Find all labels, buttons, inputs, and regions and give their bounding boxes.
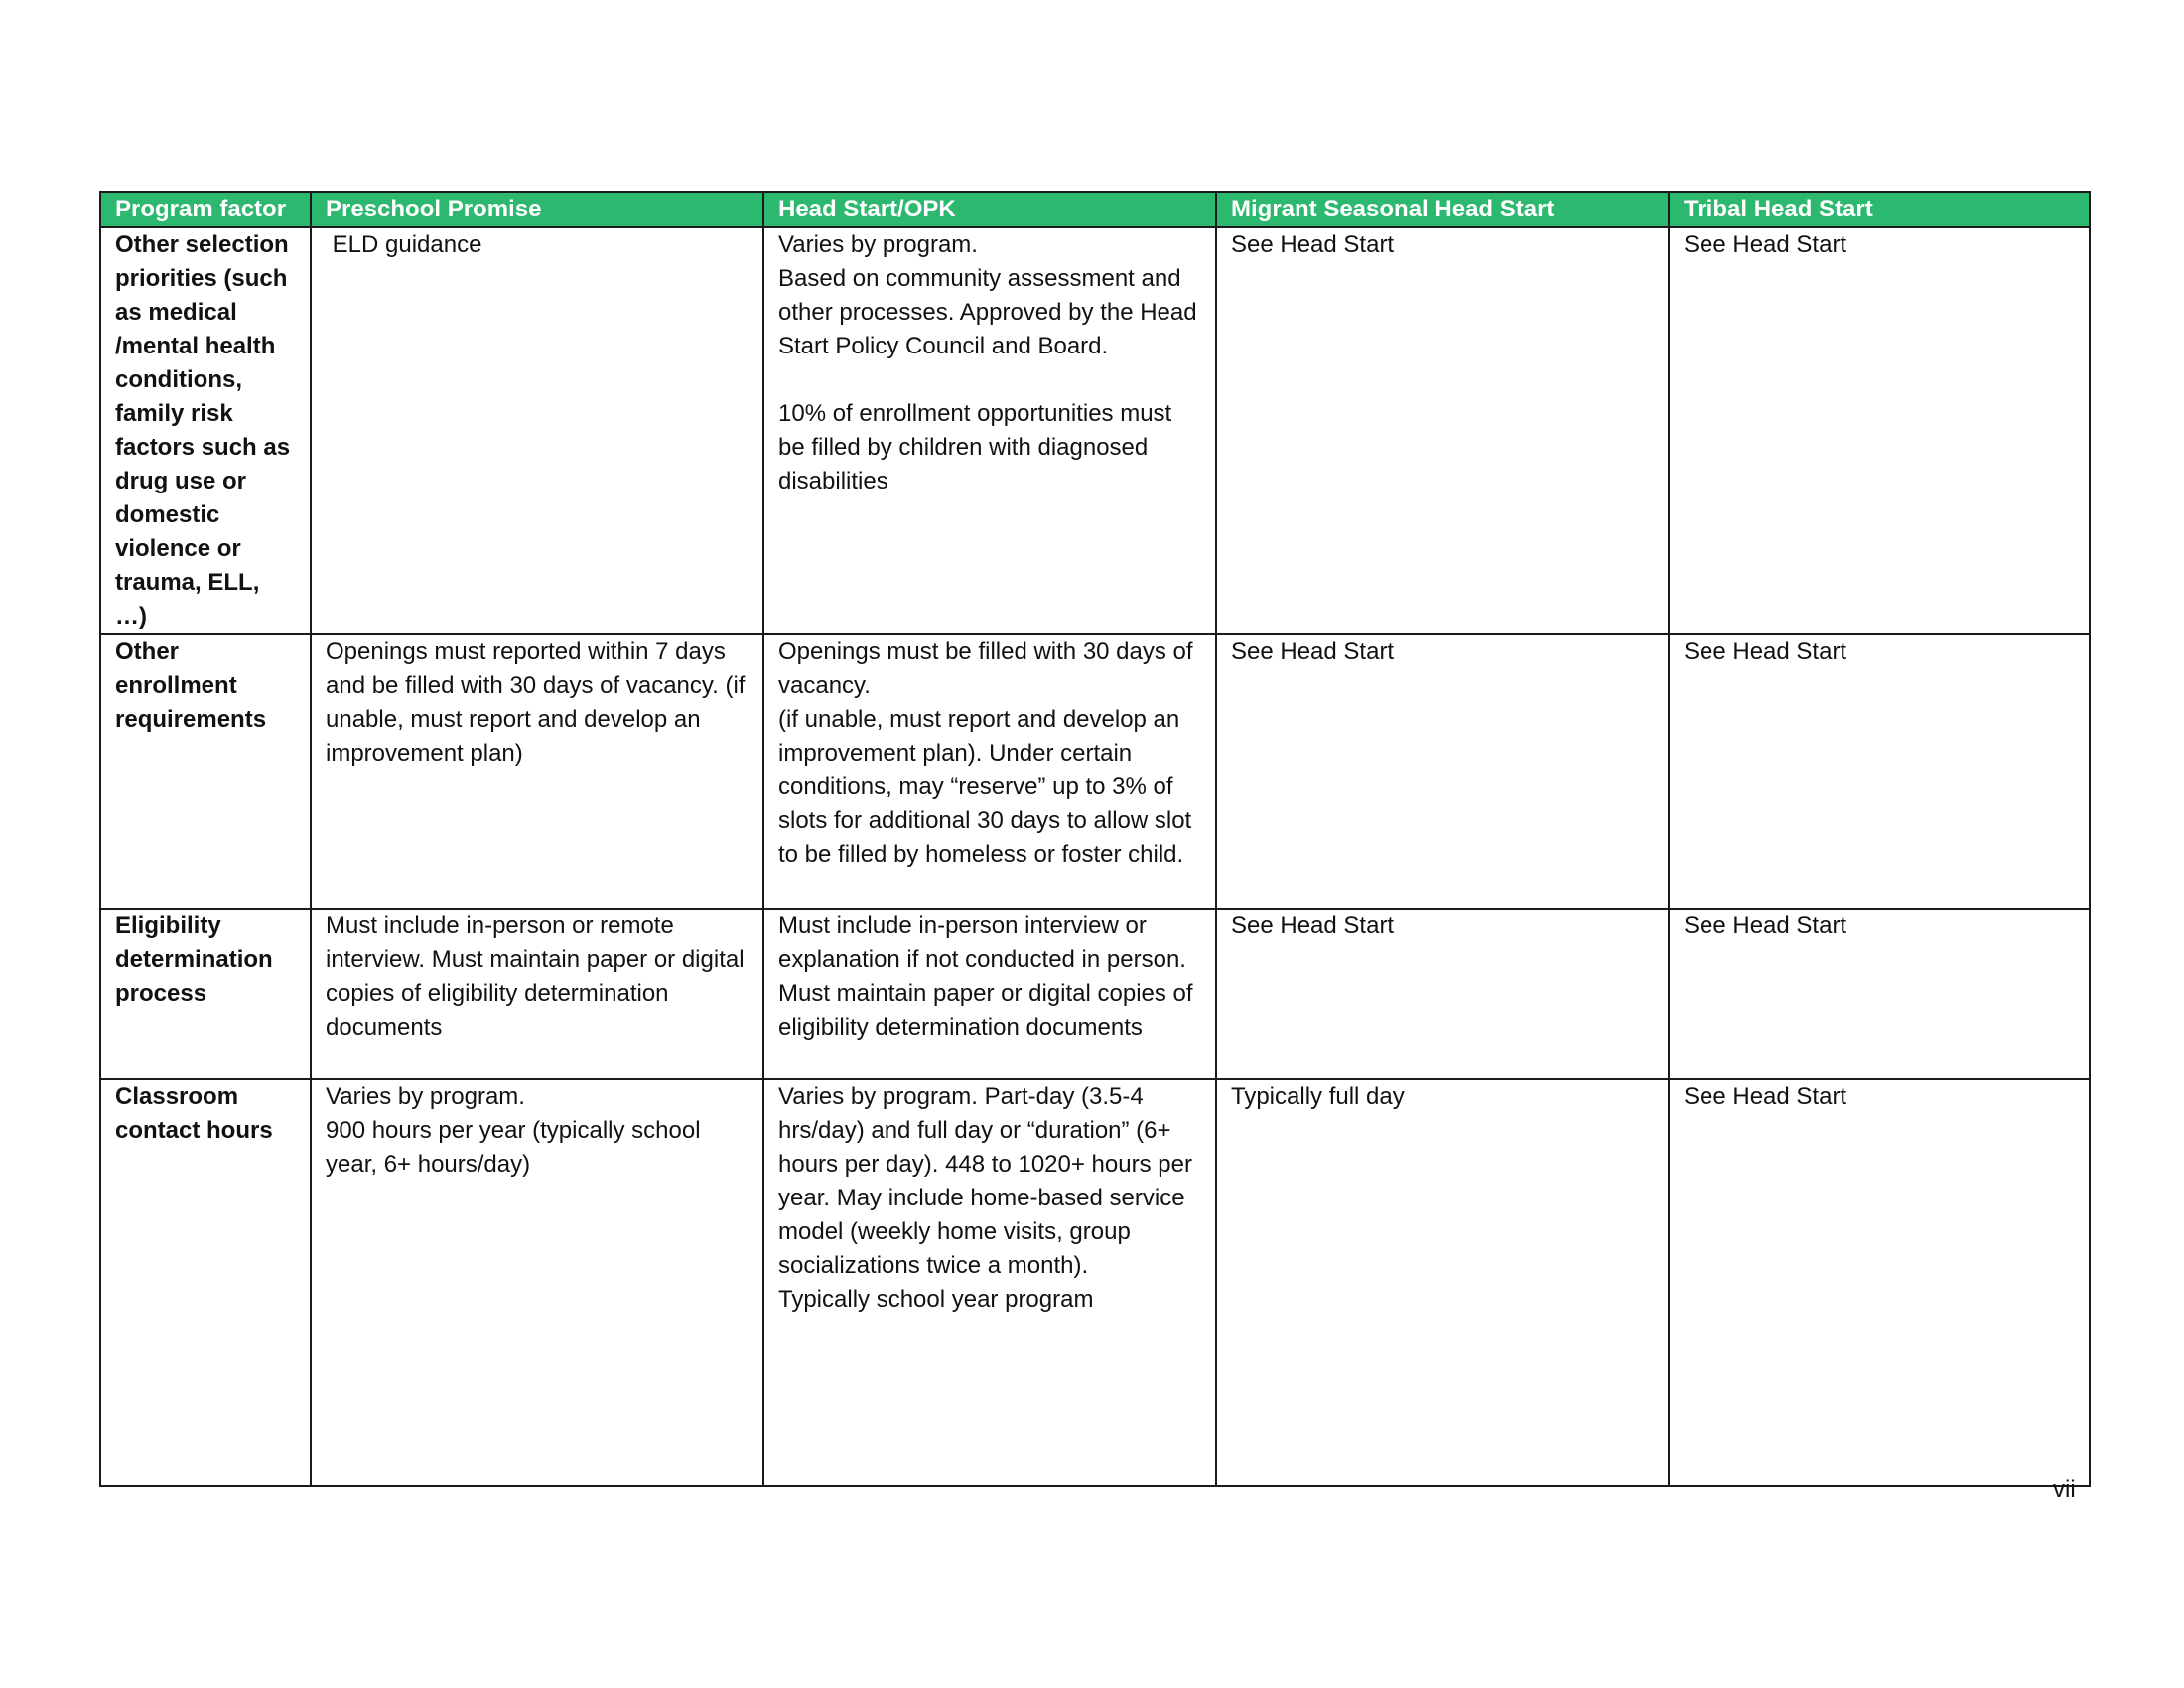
tribal-text: See Head Start <box>1684 913 1847 939</box>
tribal-text: See Head Start <box>1684 638 1847 665</box>
program-comparison-table <box>99 191 2091 1487</box>
header-program-factor: Program factor <box>100 192 311 227</box>
table-row <box>100 227 2090 634</box>
page-number: vii <box>2053 1477 2076 1503</box>
preschool-promise-text: ELD guidance <box>326 231 482 258</box>
tribal-cell <box>1669 1079 2090 1486</box>
preschool-promise-text: Openings must reported within 7 days and be filled with 30 days of vacancy. (if unable, must report and develop an improvement plan) <box>326 638 746 767</box>
head-start-opk-text: Varies by program. Based on community assessment and other processes. Approved by the Head Start Policy Council and Board. 10% of enrollment opportunities must be filled by children with diagnosed disabilities <box>778 231 1197 494</box>
header-tribal-head-start: Tribal Head Start <box>1669 192 2090 227</box>
head-start-opk-cell <box>763 909 1216 1079</box>
header-migrant-seasonal-head-start: Migrant Seasonal Head Start <box>1216 192 1669 227</box>
migrant-seasonal-text: See Head Start <box>1231 231 1395 258</box>
table-row <box>100 1079 2090 1486</box>
table-row <box>100 634 2090 909</box>
header-head-start-opk: Head Start/OPK <box>763 192 1216 227</box>
migrant-seasonal-cell <box>1216 634 1669 909</box>
row-factor-text: Eligibility determination process <box>115 913 273 1007</box>
migrant-seasonal-cell <box>1216 1079 1669 1486</box>
table-header <box>100 192 2090 227</box>
head-start-opk-text: Varies by program. Part-day (3.5-4 hrs/day) and full day or “duration” (6+ hours per day). 448 to 1020+ hours per year. May include home-based service model (weekly home visits, group socializations twice a month). Typically school year program <box>778 1083 1192 1313</box>
head-start-opk-cell <box>763 634 1216 909</box>
tribal-cell <box>1669 634 2090 909</box>
preschool-promise-text: Varies by program. 900 hours per year (typically school year, 6+ hours/day) <box>326 1083 701 1178</box>
preschool-promise-cell <box>311 909 763 1079</box>
header-preschool-promise: Preschool Promise <box>311 192 763 227</box>
preschool-promise-text: Must include in-person or remote interview. Must maintain paper or digital copies of eligibility determination documents <box>326 913 745 1041</box>
tribal-text: See Head Start <box>1684 231 1847 258</box>
migrant-seasonal-cell <box>1216 909 1669 1079</box>
header-row <box>100 192 2090 227</box>
row-factor-text: Other enrollment requirements <box>115 638 267 733</box>
row-factor-cell <box>100 1079 311 1486</box>
tribal-cell <box>1669 909 2090 1079</box>
tribal-cell <box>1669 227 2090 634</box>
migrant-seasonal-text: See Head Start <box>1231 913 1395 939</box>
head-start-opk-cell <box>763 1079 1216 1486</box>
head-start-opk-text: Must include in-person interview or explanation if not conducted in person. Must maintain paper or digital copies of eligibility determination documents <box>778 913 1193 1041</box>
row-factor-text: Classroom contact hours <box>115 1083 273 1144</box>
head-start-opk-text: Openings must be filled with 30 days of vacancy. (if unable, must report and develop an improvement plan). Under certain conditions, may “reserve” up to 3% of slots for additional 30 days to allow slot to be filled by homeless or foster child. <box>778 638 1193 868</box>
table-body <box>100 227 2090 1486</box>
head-start-opk-cell <box>763 227 1216 634</box>
tribal-text: See Head Start <box>1684 1083 1847 1110</box>
preschool-promise-cell <box>311 1079 763 1486</box>
row-factor-cell <box>100 227 311 634</box>
preschool-promise-cell <box>311 634 763 909</box>
preschool-promise-cell <box>311 227 763 634</box>
migrant-seasonal-text: See Head Start <box>1231 638 1395 665</box>
migrant-seasonal-cell <box>1216 227 1669 634</box>
row-factor-cell <box>100 909 311 1079</box>
migrant-seasonal-text: Typically full day <box>1231 1083 1405 1110</box>
row-factor-text: Other selection priorities (such as medical /mental health conditions, family risk factors such as drug use or domestic violence or trauma, ELL, …) <box>115 231 291 630</box>
row-factor-cell <box>100 634 311 909</box>
table-row <box>100 909 2090 1079</box>
